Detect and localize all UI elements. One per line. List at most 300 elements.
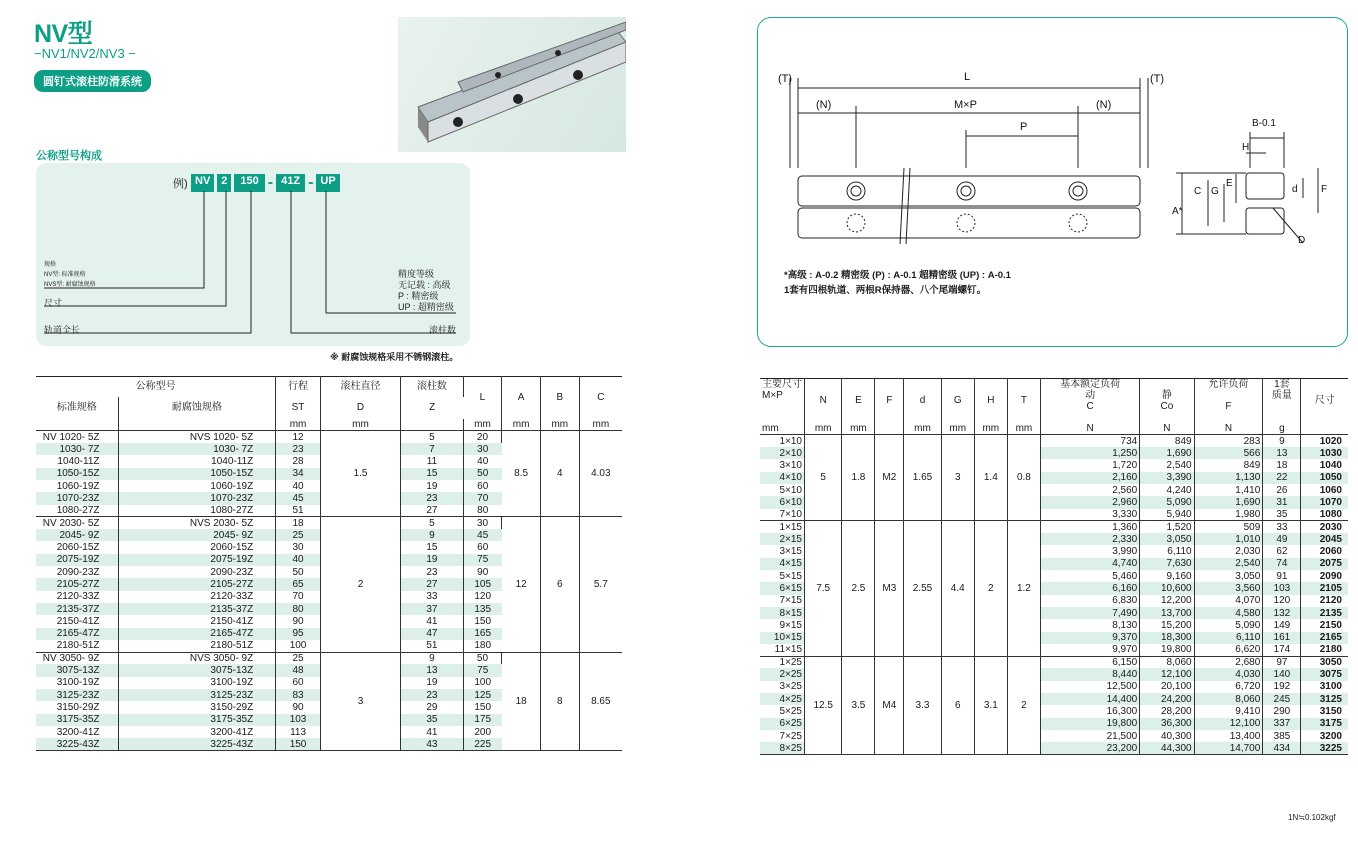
cell: 140 (1263, 668, 1301, 680)
cell: 2150-41Z (118, 615, 276, 627)
cell: 4,240 (1140, 484, 1194, 496)
cell: 1040-11Z (118, 455, 276, 467)
cell: 30 (463, 517, 502, 529)
h-mass: 质量 (1271, 390, 1292, 401)
cell: 3100 (1319, 681, 1342, 693)
cell: 100 (276, 640, 321, 652)
cell: 1,410 (1194, 484, 1263, 496)
cell: 12 (276, 431, 321, 443)
cell: 2090-23Z (118, 566, 276, 578)
cell: 2105 (1301, 582, 1348, 594)
cell: 50 (463, 468, 502, 480)
h-mxp: M×P (762, 390, 783, 401)
cell: 3050 (1319, 657, 1342, 669)
cell: 105 (463, 578, 502, 590)
dim-MxP: M×P (954, 99, 977, 111)
cell: 13,700 (1140, 607, 1194, 619)
cell: 113 (276, 726, 321, 738)
cell-N: 12.5 (805, 656, 842, 754)
cell: 4,030 (1194, 668, 1263, 680)
cell: 8,130 (1040, 619, 1139, 631)
dim-T-left: (T) (778, 73, 793, 85)
cell: 44,300 (1140, 742, 1194, 754)
dim-T-right: (T) (1150, 73, 1165, 85)
cell: 41 (401, 726, 463, 738)
h-Co: Co (1160, 401, 1174, 412)
cell: 40 (276, 554, 321, 566)
cell: g (1263, 423, 1301, 435)
cell: F (875, 379, 904, 423)
cell: 149 (1263, 619, 1301, 631)
cell: 29 (401, 701, 463, 713)
cell: 2090-23Z (36, 566, 118, 578)
cell: 1080-27Z (36, 505, 118, 517)
label-size: 尺寸 (44, 298, 63, 308)
cell: 12,200 (1140, 595, 1194, 607)
cell: d (904, 379, 941, 423)
cell: 3,050 (1140, 533, 1194, 545)
cell: 25 (276, 652, 321, 664)
label-rail: 轨道全长 (44, 325, 81, 335)
cell: 13 (1263, 447, 1301, 459)
h-L: L (463, 377, 502, 419)
cell: 103 (276, 714, 321, 726)
cell-T: 1.2 (1007, 521, 1040, 656)
cell: 12,500 (1040, 681, 1139, 693)
cell: 3175-35Z (36, 714, 118, 726)
dim-d: d (1292, 184, 1298, 195)
set-note: 1套有四根轨道、两根R保持器、八个尾端螺钉。 (784, 285, 987, 296)
cell: 83 (276, 689, 321, 701)
cell: 60 (477, 480, 489, 492)
cell: 120 (1263, 595, 1301, 607)
cell: 13 (401, 664, 463, 676)
cell: 标准规格 (36, 397, 118, 419)
cell: 3150-29Z (36, 701, 118, 713)
h-C: C (597, 392, 605, 404)
cell: N (1040, 423, 1139, 435)
cell: 18 (1263, 459, 1301, 471)
cell: 12,100 (1194, 718, 1263, 730)
cell: 1070 (1301, 496, 1348, 508)
cell: mm (974, 423, 1007, 435)
cell: NV 1020- 5Z (36, 431, 118, 443)
cell: 1,690 (1194, 496, 1263, 508)
cell: 19 (401, 480, 463, 492)
code-part-series: NV (191, 174, 214, 192)
cell: 132 (1263, 607, 1301, 619)
cell: 174 (1263, 644, 1301, 656)
cell: mm (463, 419, 502, 431)
cell: 1030 (1301, 447, 1348, 459)
cell: 8,440 (1040, 668, 1139, 680)
h-B: B (540, 377, 579, 419)
cell: 18 (276, 517, 321, 529)
cell: 849 (1140, 435, 1194, 447)
cell: 49 (1263, 533, 1301, 545)
cell: 1050-15Z (36, 468, 118, 480)
h-main: 主要尺寸 (762, 379, 802, 390)
cell: 11 (401, 455, 463, 467)
h-A: A (502, 377, 541, 419)
cell: 509 (1194, 521, 1263, 533)
dimension-diagram-panel (757, 17, 1348, 347)
cell-T: 0.8 (1007, 435, 1040, 521)
cell: 1020 (1319, 435, 1342, 447)
cell: 6,150 (1040, 656, 1139, 668)
cell: 849 (1194, 459, 1263, 471)
cell: 行程 (276, 377, 321, 397)
code-part-rollers: 41Z (276, 174, 305, 192)
cell: 3225-43Z (36, 738, 118, 750)
cell: 3×25 (760, 681, 805, 693)
cell: 6×25 (760, 718, 805, 730)
cell: 2060-15Z (118, 541, 276, 553)
corrosion-note: ※ 耐腐蚀规格采用不锈钢滚柱。 (330, 352, 459, 362)
cell: 2,960 (1040, 496, 1139, 508)
label-nvs: NVS型: 耐腐蚀规格 (44, 282, 96, 288)
cell: mm (276, 419, 321, 431)
example-prefix: 例) (173, 178, 188, 190)
cell: 20 (463, 431, 502, 443)
cell: 566 (1194, 447, 1263, 459)
cell: 滚柱数 (401, 377, 463, 397)
cell: 10×15 (760, 632, 805, 644)
cell: 192 (1263, 681, 1301, 693)
cell: 9 (401, 652, 463, 664)
cell: 23 (401, 492, 463, 504)
cell: 2120 (1319, 595, 1342, 607)
rail-illustration (398, 17, 626, 152)
cell: 3125 (1301, 693, 1348, 705)
cell: 13,400 (1194, 730, 1263, 742)
cell: 22 (1263, 472, 1301, 484)
cell: 2075 (1301, 558, 1348, 570)
cell: 1070-23Z (118, 492, 276, 504)
cell: 2120-33Z (36, 591, 118, 603)
label-rollers: 滚柱数 (429, 325, 457, 335)
cell: 97 (1263, 656, 1301, 668)
cell: 1,520 (1140, 521, 1194, 533)
cell: 25 (276, 529, 321, 541)
cell: 100 (474, 677, 492, 689)
cell-G: 3 (941, 435, 974, 521)
cell: 33 (1263, 521, 1301, 533)
cell: 4×15 (760, 558, 805, 570)
cell: 9 (401, 529, 463, 541)
cell: 51 (401, 640, 463, 652)
dimension-drawing (758, 18, 1346, 346)
cell: 4,580 (1194, 607, 1263, 619)
cell: 74 (1263, 558, 1301, 570)
cell-H: 3.1 (974, 656, 1007, 754)
cell: 2075-19Z (118, 554, 276, 566)
cell: 15,200 (1140, 619, 1194, 631)
cell: 5×25 (760, 705, 805, 717)
cell: 5×15 (760, 570, 805, 582)
cell: 26 (1263, 484, 1301, 496)
cell-H: 1.4 (974, 435, 1007, 521)
cell: 20,100 (1140, 681, 1194, 693)
cell: 95 (276, 628, 321, 640)
cell: 1060-19Z (36, 480, 118, 492)
cell: 5,090 (1140, 496, 1194, 508)
label-spec: 规格 (44, 262, 57, 268)
cell: 45 (463, 529, 502, 541)
cell: 245 (1263, 693, 1301, 705)
cell: 1×15 (760, 521, 805, 533)
cell: 91 (1263, 570, 1301, 582)
cell: 2×25 (760, 668, 805, 680)
cell: 40,300 (1140, 730, 1194, 742)
cell: 2045- 9Z (36, 529, 118, 541)
grade-note: *高级 : A-0.2 精密级 (P) : A-0.1 超精密级 (UP) : A-0.1 (784, 270, 1011, 281)
cell: 3200-41Z (36, 726, 118, 738)
cell: 3200 (1319, 730, 1342, 742)
cell: 2,540 (1140, 459, 1194, 471)
cell-E: 2.5 (842, 521, 875, 656)
cell: N (1140, 423, 1194, 435)
cell: mm (1007, 423, 1040, 435)
cell: 2165 (1301, 632, 1348, 644)
model-config-panel (36, 163, 470, 346)
cell: N (805, 379, 842, 423)
cell: 11×15 (760, 644, 805, 656)
cell: 1060 (1319, 484, 1342, 496)
dim-P: P (1020, 121, 1028, 133)
cell: 36,300 (1140, 718, 1194, 730)
dim-N-right: (N) (1096, 99, 1112, 111)
cell-F: M2 (875, 435, 904, 521)
dim-N-left: (N) (816, 99, 832, 111)
cell: 1070-23Z (36, 492, 118, 504)
cell: 2135 (1301, 607, 1348, 619)
cell: 103 (1263, 582, 1301, 594)
cell: 6,830 (1040, 595, 1139, 607)
cell-C: 5.7 (579, 517, 622, 652)
cell: D (320, 397, 400, 419)
cell: 1030- 7Z (118, 443, 276, 455)
label-nv: NV型: 标准规格 (44, 272, 86, 278)
cell: 2135-37Z (118, 603, 276, 615)
cell: 2165-47Z (36, 628, 118, 640)
h-sta: 静 (1161, 390, 1172, 401)
cell: 3,050 (1194, 570, 1263, 582)
cell: 2090 (1319, 570, 1342, 582)
cell: 6×10 (760, 496, 805, 508)
cell: 5,460 (1040, 570, 1139, 582)
cell: 60 (477, 542, 489, 554)
cell: 90 (477, 566, 489, 578)
cell: 1040-11Z (36, 455, 118, 467)
h-Fc: F (1225, 401, 1232, 412)
cell: 23 (401, 689, 463, 701)
cell: 35 (1263, 509, 1301, 521)
cell: 37 (401, 603, 463, 615)
cell: 2075-19Z (36, 554, 118, 566)
cell: 2150-41Z (36, 615, 118, 627)
cell: 40 (477, 456, 489, 468)
cell: 2030 (1319, 521, 1342, 533)
cell-B: 4 (540, 431, 579, 517)
cell: NVS 2030- 5Z (118, 517, 276, 529)
cell-E: 3.5 (842, 656, 875, 754)
cell: 15 (401, 468, 463, 480)
cell: 1,690 (1140, 447, 1194, 459)
cell: 75 (463, 664, 502, 676)
cell: 8,060 (1140, 656, 1194, 668)
code-part-length: 150 (234, 174, 264, 192)
cell: 10,600 (1140, 582, 1194, 594)
cell: 150 (276, 738, 321, 750)
section-title: 公称型号构成 (36, 150, 102, 162)
cell: 滚柱直径 (320, 377, 400, 397)
product-photo (398, 17, 626, 152)
cell-F: M4 (875, 656, 904, 754)
cell-d: 1.65 (904, 435, 941, 521)
dim-D: D (1298, 235, 1306, 246)
cell: 3100-19Z (36, 677, 118, 689)
cell: 6,620 (1194, 644, 1263, 656)
cell: 23,200 (1040, 742, 1139, 754)
cell: 34 (276, 468, 321, 480)
cell: mm (502, 419, 541, 431)
cell-N: 5 (805, 435, 842, 521)
cell: 28 (276, 455, 321, 467)
label-grade-p: P : 精密级 (398, 291, 439, 301)
cell: 150 (474, 701, 492, 713)
cell: 3225 (1301, 742, 1348, 754)
cell: 43 (401, 738, 463, 750)
cell: 3,560 (1194, 582, 1263, 594)
cell-G: 4.4 (941, 521, 974, 656)
cell: mm (941, 423, 974, 435)
code-part-grade: UP (316, 174, 339, 192)
cell: 3200-41Z (118, 726, 276, 738)
cell: ST (276, 397, 321, 419)
cell: NV 2030- 5Z (36, 517, 118, 529)
cell-H: 2 (974, 521, 1007, 656)
cell: 24,200 (1140, 693, 1194, 705)
cell: 180 (474, 640, 492, 652)
cell: 16,300 (1040, 705, 1139, 717)
cell: mm (760, 423, 805, 435)
cell: 434 (1263, 742, 1301, 754)
cell: 9,160 (1140, 570, 1194, 582)
dim-C: C (1194, 186, 1202, 197)
cell: 7×10 (760, 509, 805, 521)
cell: 120 (474, 591, 492, 603)
cell: 175 (463, 714, 502, 726)
cell: 75 (463, 554, 502, 566)
cell: 51 (276, 505, 321, 517)
cell: 9,970 (1040, 644, 1139, 656)
cell: 2,160 (1040, 472, 1139, 484)
cell: 28,200 (1140, 705, 1194, 717)
label-grade-none: 无记载 : 高级 (398, 280, 451, 290)
cell: 2,680 (1194, 656, 1263, 668)
code-part-size: 2 (217, 174, 231, 192)
unit-footnote: 1N≒0.102kgf (1288, 813, 1336, 822)
cell: 4×25 (760, 693, 805, 705)
cell: 1080 (1319, 508, 1342, 520)
dim-G: G (1211, 186, 1219, 197)
cell: 9,410 (1194, 705, 1263, 717)
cell: 1×10 (760, 435, 805, 447)
cell: 2×15 (760, 533, 805, 545)
cell: 40 (276, 480, 321, 492)
cell-A: 18 (502, 652, 541, 750)
cell: mm (579, 419, 622, 431)
cell: 3225-43Z (118, 738, 276, 750)
cell: 7×15 (760, 595, 805, 607)
cell: 150 (474, 615, 492, 627)
dim-E: E (1226, 178, 1233, 189)
cell: 2105-27Z (118, 578, 276, 590)
cell: NVS 3050- 9Z (118, 652, 276, 664)
cell: 290 (1263, 705, 1301, 717)
cell: 30 (276, 541, 321, 553)
h-C: C (1086, 401, 1094, 412)
cell: 2,030 (1194, 545, 1263, 557)
cell: 3,330 (1040, 509, 1139, 521)
cell: 33 (401, 591, 463, 603)
cell: mm (540, 419, 579, 431)
cell: 60 (276, 677, 321, 689)
cell: 3125-23Z (118, 689, 276, 701)
cell: 3×10 (760, 459, 805, 471)
cell: 公称型号 (36, 377, 276, 397)
dim-B: B-0.1 (1252, 118, 1276, 129)
cell: 19,800 (1040, 718, 1139, 730)
cell: 21,500 (1040, 730, 1139, 742)
label-grade: 精度等级 (398, 269, 435, 279)
cell-A: 8.5 (502, 431, 541, 517)
cell: 3,390 (1140, 472, 1194, 484)
cell: 耐腐蚀规格 (118, 397, 276, 419)
cell: 2045 (1301, 533, 1348, 545)
cell-D: 2 (320, 517, 400, 652)
cell: 5 (401, 517, 463, 529)
cell: 5,090 (1194, 619, 1263, 631)
cell-D: 3 (320, 652, 400, 750)
cell: 2150 (1319, 619, 1342, 631)
cell: 3150 (1319, 705, 1342, 717)
cell: NV 3050- 9Z (36, 652, 118, 664)
cell: 50 (276, 566, 321, 578)
cell-T: 2 (1007, 656, 1040, 754)
cell: 47 (401, 628, 463, 640)
page-subtitle: −NV1/NV2/NV3 − (34, 46, 136, 61)
cell: 45 (276, 492, 321, 504)
cell-B: 8 (540, 652, 579, 750)
cell: 8×15 (760, 607, 805, 619)
cell: 14,700 (1194, 742, 1263, 754)
cell: 225 (463, 738, 502, 750)
cell: 6×15 (760, 582, 805, 594)
cell: 135 (463, 603, 502, 615)
cell: 65 (276, 578, 321, 590)
cell: 2045- 9Z (118, 529, 276, 541)
h-dyn: 动 (1085, 390, 1096, 401)
config-leader-lines (36, 163, 470, 346)
cell: 90 (276, 615, 321, 627)
cell: 283 (1194, 435, 1263, 447)
cell: 62 (1263, 545, 1301, 557)
cell: 5 (401, 431, 463, 443)
cell: 1030- 7Z (36, 443, 118, 455)
cell: 15 (401, 541, 463, 553)
